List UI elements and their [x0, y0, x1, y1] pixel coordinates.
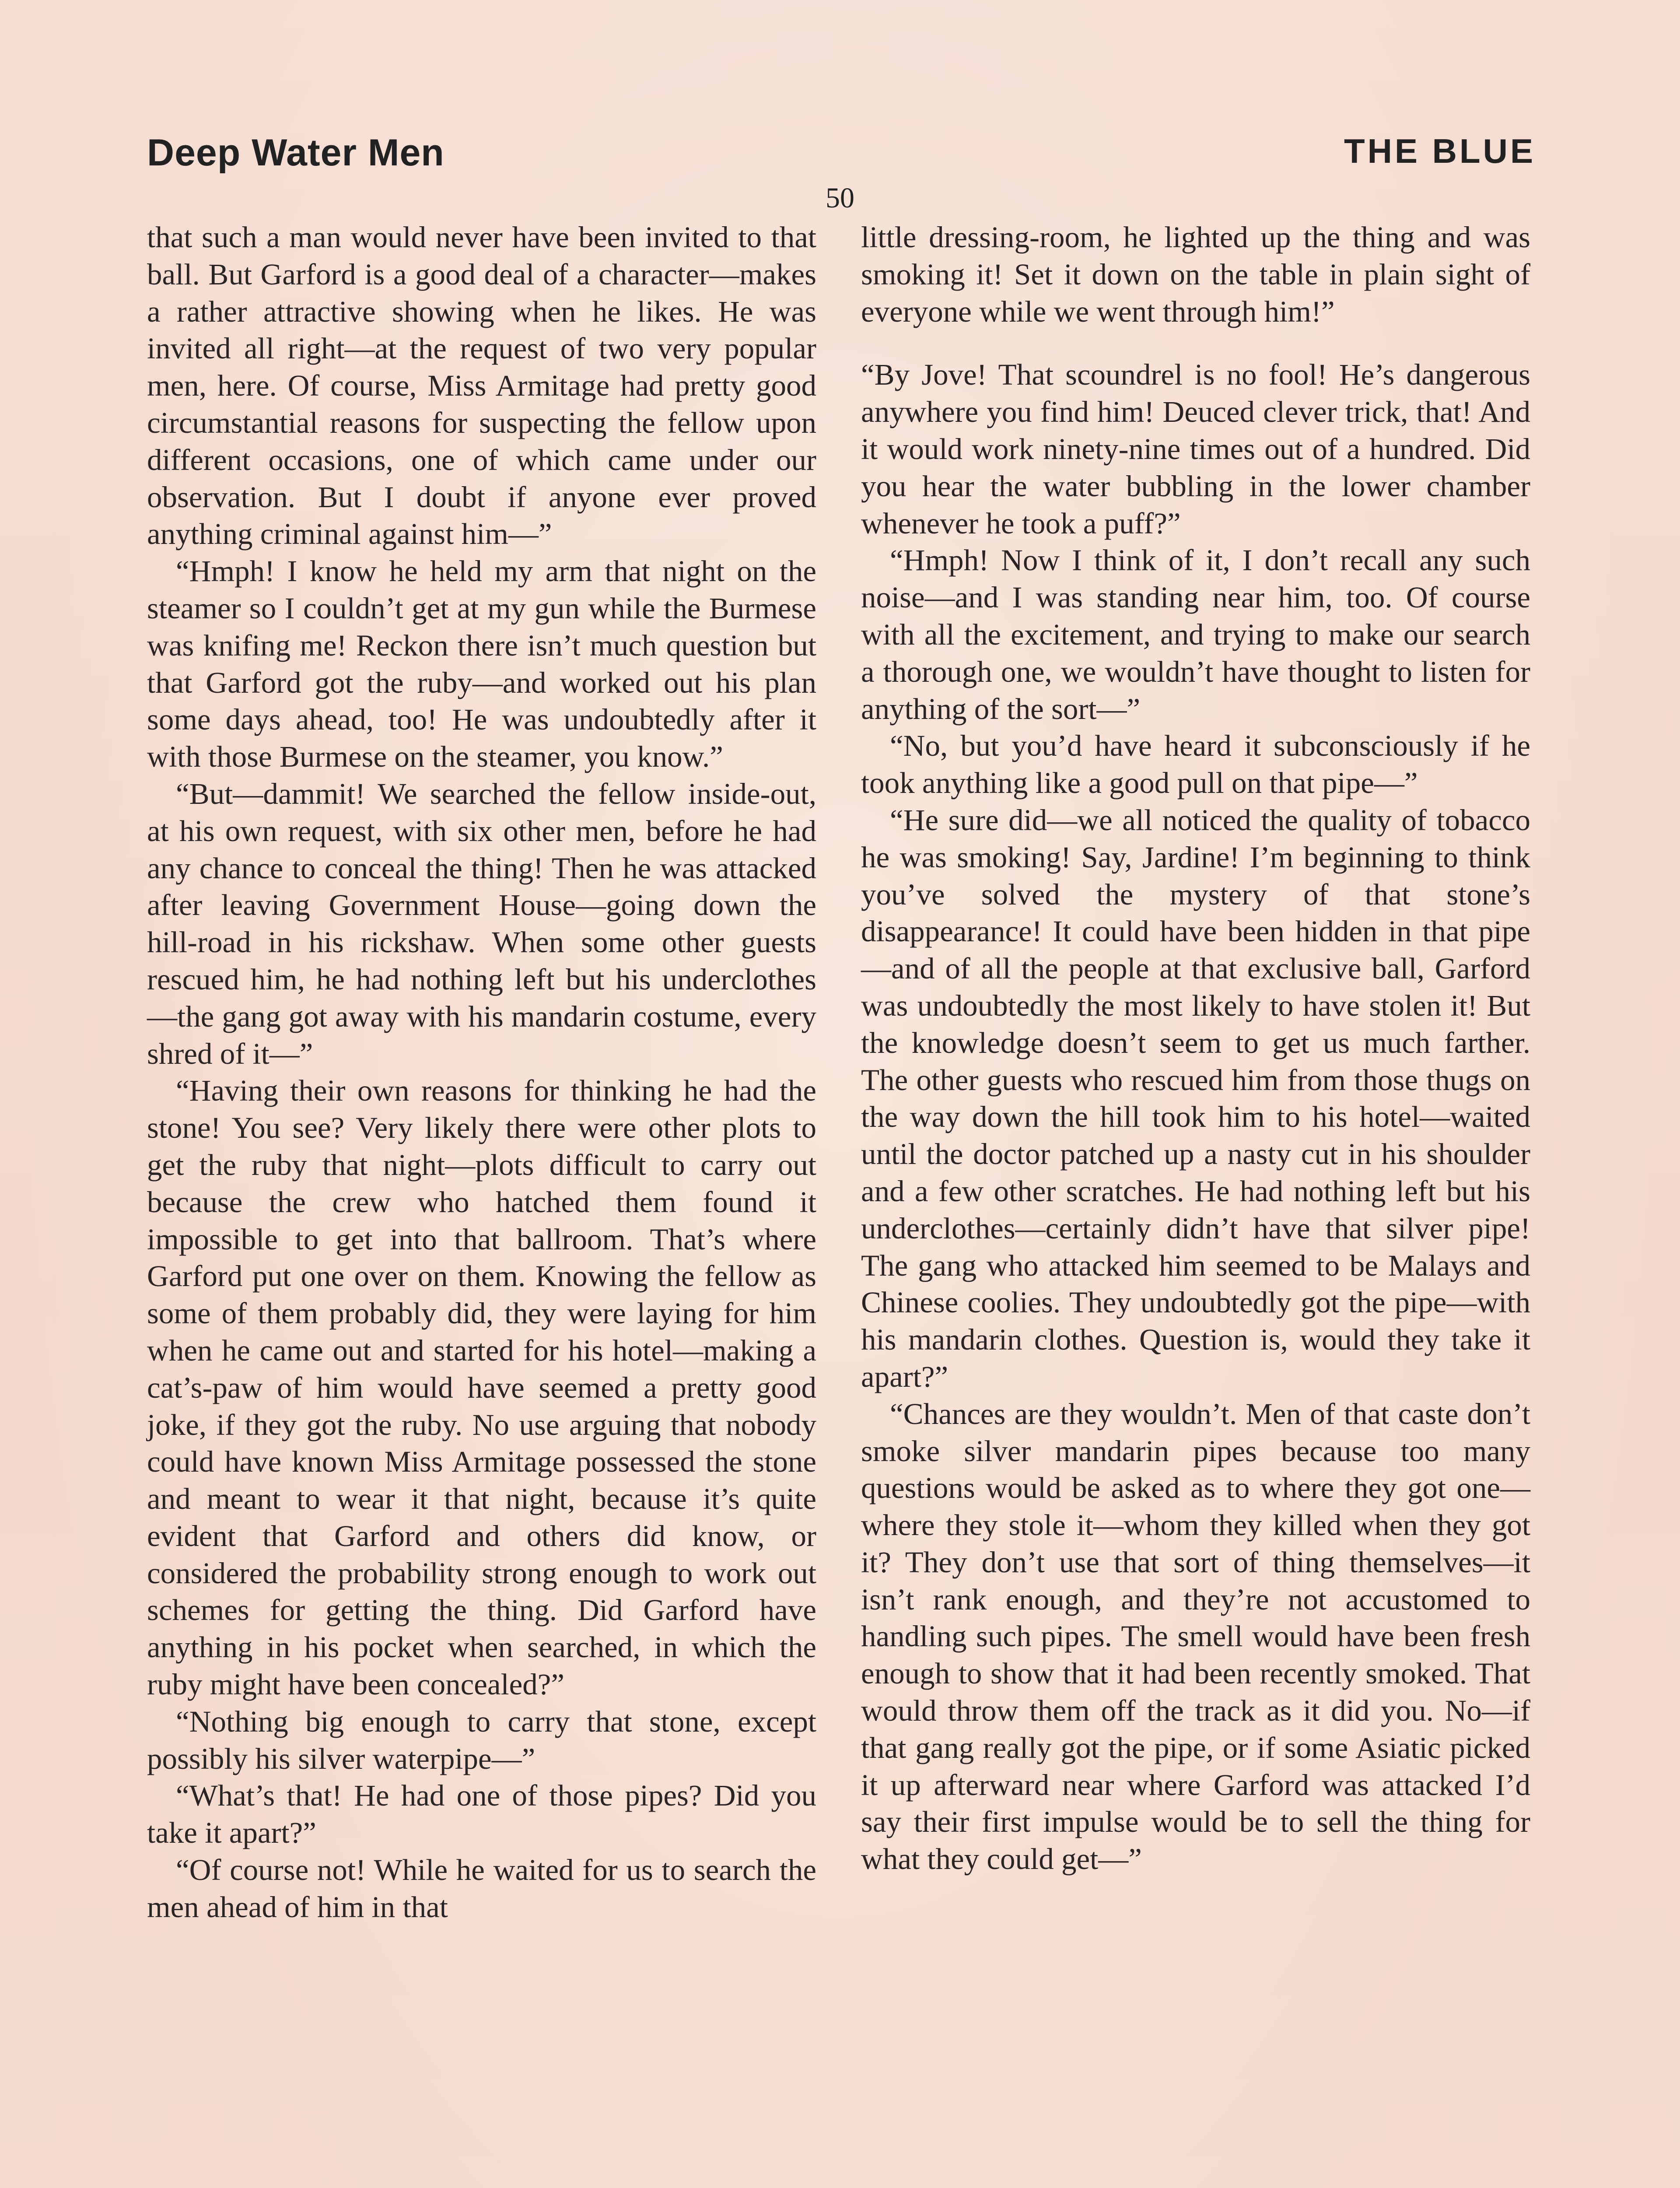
paragraph: little dressing-room, he lighted up the thing and was smoking it! Set it down on the table in plain sight of everyone while we went through him!”	[861, 221, 1530, 328]
paragraph: “Hmph! I know he held my arm that night on the steamer so I couldn’t get at my gun while the Burmese was knifing me! Reckon there isn’t much question but that Garford got the ruby—and worked out his plan some days ahead, too! He was undoubtedly after it with those Burmese on the steamer, you know.”	[147, 554, 816, 774]
paragraph: “Of course not! While he waited for us to search the men ahead of him in that	[147, 1853, 816, 1924]
paragraph: “Chances are they wouldn’t. Men of that caste don’t smoke silver mandarin pipes because too many questions would be asked as to where they got one—where they stole it—whom they killed when they got it? They don’t use that sort of thing themselves—it isn’t rank enough, and they’re not accustomed to handling such pipes. The smell would have been fresh enough to show that it had been recently smoked. That would throw them off the track as it did you. No—if that gang really got the pipe, or if some Asiatic picked it up afterward near where Garford was attacked I’d say their first impulse would be to sell the thing for what they could get—”	[861, 1397, 1530, 1876]
running-header	[147, 131, 1536, 179]
section-title: THE BLUE	[1344, 132, 1536, 170]
paragraph: “Hmph! Now I think of it, I don’t recall any such noise—and I was standing near him, too. Of course with all the excitement, and trying to make our search a thorough one, we wouldn’t have thought to listen for anything of the sort—”	[861, 543, 1530, 726]
paragraph: “But—dammit! We searched the fellow inside-out, at his own request, with six other men, before he had any chance to conceal the thing! Then he was attacked after leaving Government House—going down the hill-road in his rickshaw. When some other guests rescued him, he had nothing left but his underclothes—the gang got away with his mandarin costume, every shred of it—”	[147, 777, 816, 1070]
paragraph-dropcap: “By Jove! That scoundrel is no fool! He’s dangerous anywhere you find him! Deuced clever trick, that! And it would work ninety-nine times out of a hundred. Did you hear the water bubbling in the lower chamber whenever he took a puff?”	[861, 358, 1530, 540]
paragraph: that such a man would never have been invited to that ball. But Garford is a good deal of a character—makes a rather attractive showing when he likes. He was invited all right—at the request of two very popular men, here. Of course, Miss Armitage had pretty good circumstantial reasons for suspecting the fellow upon different occasions, one of which came under our observation. But I doubt if anyone ever proved anything criminal against him—”	[147, 221, 816, 551]
left-column	[147, 219, 816, 1926]
story-title: Deep Water Men	[147, 132, 444, 174]
right-column	[861, 219, 1530, 1878]
paragraph: “He sure did—we all noticed the quality of tobacco he was smoking! Say, Jardine! I’m beginning to think you’ve solved the mystery of that stone’s disappearance! It could have been hidden in that pipe—and of all the people at that exclusive ball, Garford was undoubtedly the most likely to have stolen it! But the knowledge doesn’t seem to get us much farther. The other guests who rescued him from those thugs on the way down the hill took him to his hotel—waited until the doctor patched up a nasty cut in his shoulder and a few other scratches. He had nothing left but his underclothes—certainly didn’t have that silver pipe! The gang who attacked him seemed to be Malays and Chinese coolies. They undoubtedly got the pipe—with his mandarin clothes. Question is, would they take it apart?”	[861, 803, 1530, 1393]
paragraph: “No, but you’d have heard it subconsciously if he took anything like a good pull on that pipe—”	[861, 729, 1530, 800]
paragraph: “Nothing big enough to carry that stone, except possibly his silver waterpipe—”	[147, 1704, 816, 1775]
page-number: 50	[826, 182, 854, 214]
paragraph: “Having their own reasons for thinking he had the stone! You see? Very likely there were other plots to get the ruby that night—plots difficult to carry out because the crew who hatched them found it impossible to get into that ballroom. That’s where Garford put one over on them. Knowing the fellow as some of them probably did, they were laying for him when he came out and started for his hotel—making a cat’s-paw of him would have seemed a pretty good joke, if they got the ruby. No use arguing that nobody could have known Miss Armitage possessed the stone and meant to wear it that night, because it’s quite evident that Garford and others did know, or considered the probability strong enough to work out schemes for getting the thing. Did Garford have anything in his pocket when searched, in which the ruby might have been concealed?”	[147, 1074, 816, 1701]
paragraph: “What’s that! He had one of those pipes? Did you take it apart?”	[147, 1779, 816, 1850]
